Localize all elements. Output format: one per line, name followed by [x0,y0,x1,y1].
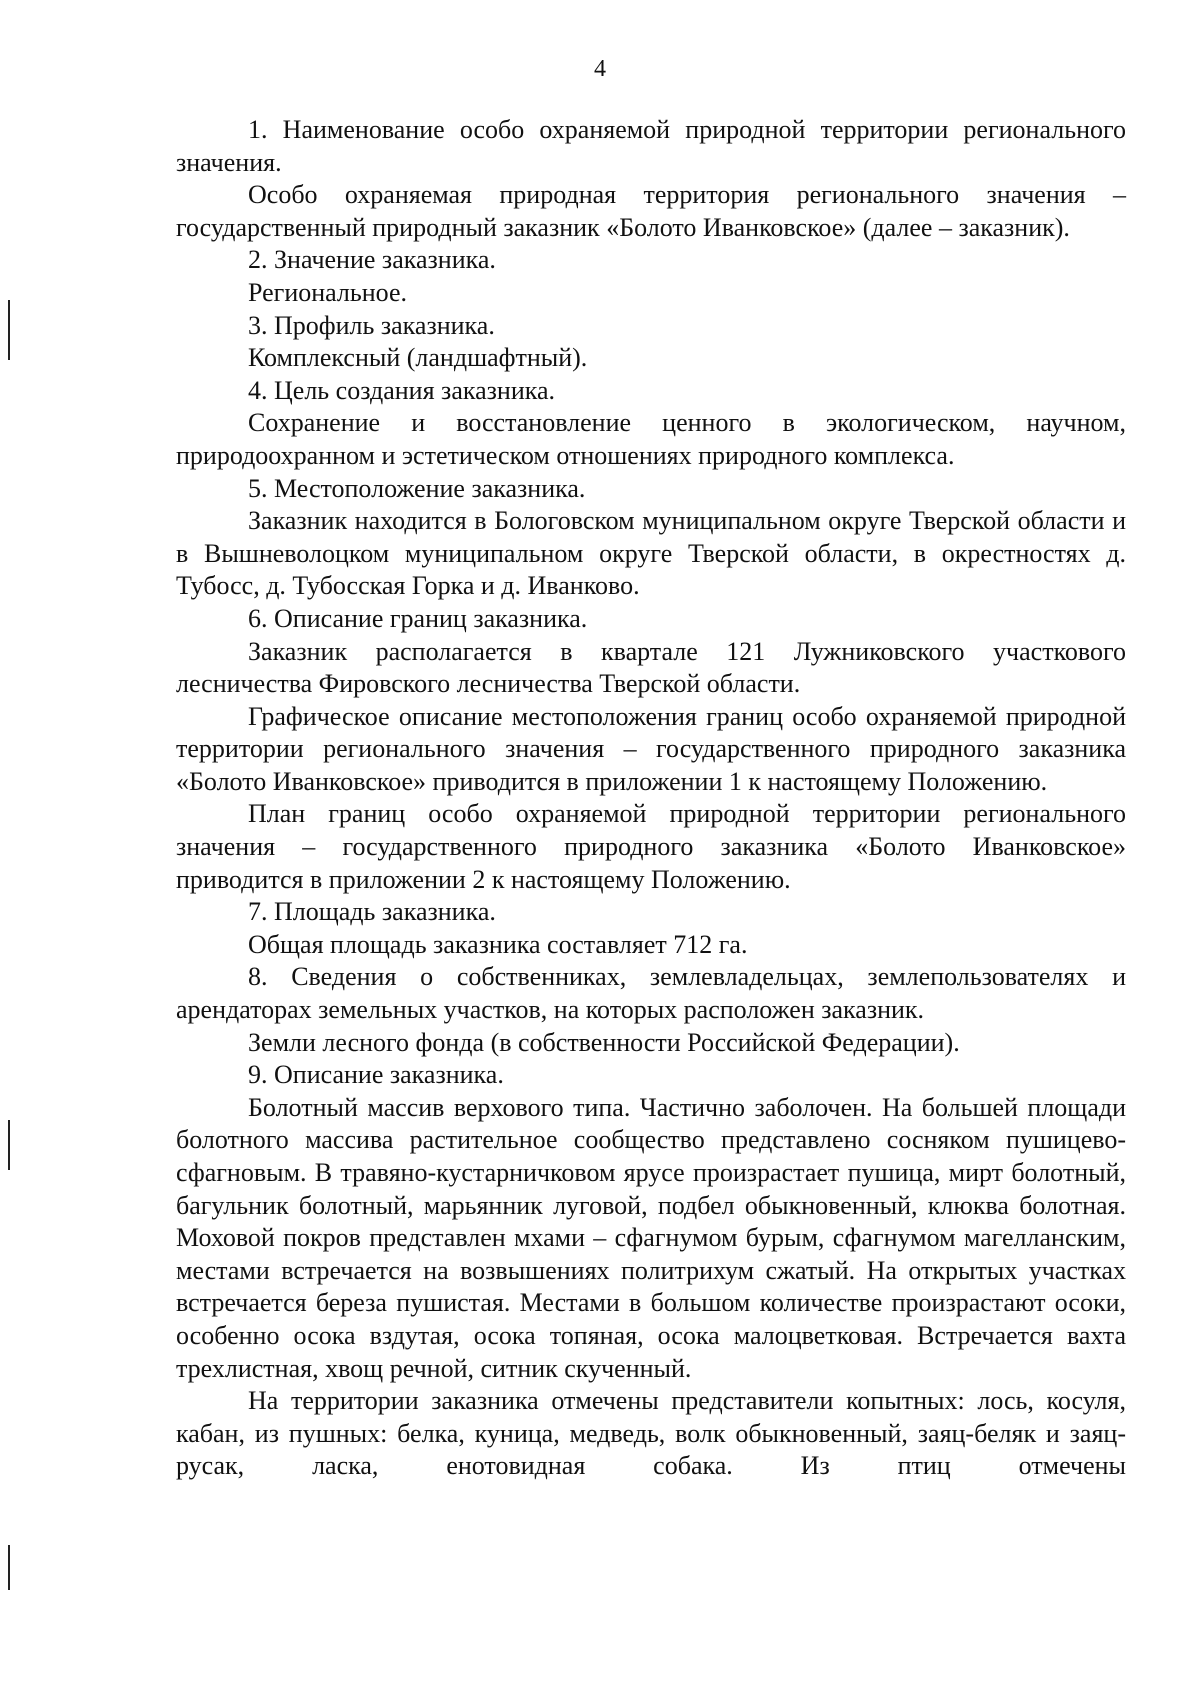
section-2-heading: 2. Значение заказника. [248,245,496,275]
section-6-graphic-description: Графическое описание местоположения границ особо охраняемой природной территории регионального значения – государственного природного заказника «Болото Иванковское» приводится в приложении 1 к настоящему Положению. [176,701,1126,796]
section-7-text: Общая площадь заказника составляет 712 га. [248,929,748,959]
section-9-heading: 9. Описание заказника. [248,1060,504,1090]
section-6-text: Заказник располагается в квартале 121 Лужниковского участкового лесничества Фировского лесничества Тверской области. [176,636,1126,699]
section-6-boundary-plan: План границ особо охраняемой природной территории регионального значения – государственного природного заказника «Болото Иванковское» приводится в приложении 2 к настоящему Положению. [176,799,1126,894]
section-8-heading: 8. Сведения о собственниках, землевладельцах, землепользователях и арендаторах земельных участков, на которых расположен заказник. [176,962,1126,1025]
section-1-text: Особо охраняемая природная территория регионального значения – государственный природный заказник «Болото Иванковское» (далее – заказник). [176,180,1126,242]
scan-edge-mark [8,300,10,360]
page-number: 4 [594,56,606,82]
scan-edge-mark [8,1545,10,1590]
section-4-heading: 4. Цель создания заказника. [248,375,556,405]
document-body [176,114,1126,1483]
section-5-text: Заказник находится в Бологовском муниципальном округе Тверской области и в Вышневолоцком муниципальном округе Тверской области, в окрестностях д. Тубосс, д. Тубосская Горка и д. Иванково. [176,506,1126,601]
section-2-text: Региональное. [248,277,408,307]
scan-edge-mark [8,1120,10,1170]
section-4-text: Сохранение и восстановление ценного в экологическом, научном, природоохранном и эстетическом отношениях природного комплекса. [176,408,1126,470]
section-3-heading: 3. Профиль заказника. [248,310,495,340]
section-3-text: Комплексный (ландшафтный). [248,343,588,373]
section-5-heading: 5. Местоположение заказника. [248,473,586,503]
section-6-heading: 6. Описание границ заказника. [248,603,588,633]
section-7-heading: 7. Площадь заказника. [248,897,496,927]
section-8-text: Земли лесного фонда (в собственности Российской Федерации). [248,1027,960,1057]
section-9-flora-text: Болотный массив верхового типа. Частично заболочен. На большей площади болотного массива растительное сообщество представлено сосняком пушицево-сфагновым. В травяно-кустарничковом ярусе произрастает пушица, мирт болотный, багульник болотный, марьянник луговой, подбел обыкновенный, клюква болотная. Моховой покров представлен мхами – сфагнумом бурым, сфагнумом магелланским, местами встречается на возвышениях политрихум сжатый. На открытых участках встречается береза пушистая. Местами в большом количестве произрастают осоки, особенно осока вздутая, осока топяная, осока малоцветковая. Встречается вахта трехлистная, хвощ речной, ситник скученный. [176,1092,1126,1383]
section-9-fauna-text: На территории заказника отмечены представители копытных: лось, косуля, кабан, из пушных: белка, куница, медведь, волк обыкновенный, заяц-беляк и заяц-русак, ласка, енотовидная собака. Из птиц отмечены [176,1386,1126,1481]
section-1-heading: 1. Наименование особо охраняемой природной территории регионального значения. [176,115,1126,177]
